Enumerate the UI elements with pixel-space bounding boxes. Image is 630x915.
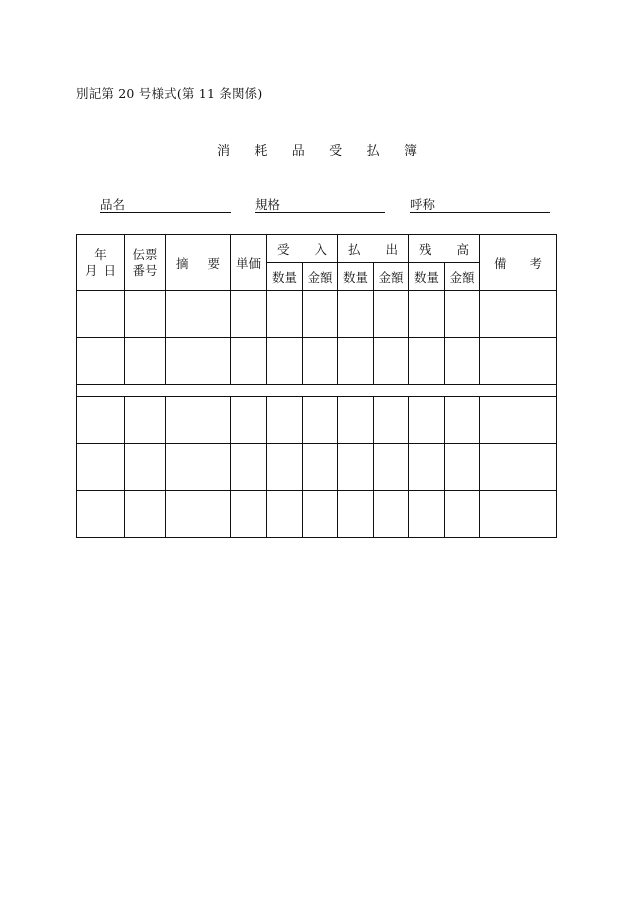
cell-summary[interactable] [166,491,231,538]
title-char: 品 [291,144,305,159]
cell-summary[interactable] [166,397,231,444]
receipt-label-a: 受 [277,241,290,257]
table-row [77,444,557,491]
payment-label-b: 出 [385,241,398,257]
cell-summary[interactable] [166,291,231,338]
year-label: 年 [94,246,107,262]
cell-receipt-amount[interactable] [303,338,338,385]
balance-amount-header: 金額 [445,263,480,291]
cell-balance-qty[interactable] [409,338,445,385]
cell-date[interactable] [77,291,125,338]
balance-qty-header: 数量 [409,263,445,291]
cell-summary[interactable] [166,338,231,385]
remarks-label-b: 考 [529,255,542,271]
cell-date[interactable] [77,444,125,491]
table-row [77,491,557,538]
balance-header [409,235,480,263]
cell-remarks[interactable] [480,291,557,338]
payment-qty-header: 数量 [338,263,374,291]
ledger-table [76,234,557,538]
payment-amount-header: 金額 [374,263,409,291]
cell-balance-amount[interactable] [445,491,480,538]
cell-payment-amount[interactable] [374,397,409,444]
cell-receipt-qty[interactable] [267,338,303,385]
spec-label: 規格 [255,197,281,212]
summary-label-b: 要 [207,255,220,271]
cell-unit-price[interactable] [231,491,267,538]
cell-payment-qty[interactable] [338,291,374,338]
cell-unit-price[interactable] [231,444,267,491]
cell-receipt-qty[interactable] [267,444,303,491]
receipt-label-b: 入 [314,241,327,257]
remarks-header [480,235,557,291]
cell-balance-amount[interactable] [445,291,480,338]
cell-balance-amount[interactable] [445,444,480,491]
cell-payment-amount[interactable] [374,291,409,338]
voucher-label-1: 伝票 [132,246,158,262]
cell-unit-price[interactable] [231,291,267,338]
call-name-label: 呼称 [410,197,436,212]
cell-payment-qty[interactable] [338,491,374,538]
cell-date[interactable] [77,338,125,385]
cell-voucher[interactable] [125,491,166,538]
cell-receipt-qty[interactable] [267,491,303,538]
separator-cell [77,385,557,397]
receipt-qty-header: 数量 [267,263,303,291]
item-name-label: 品名 [100,197,126,212]
month-label: 月 [85,262,98,278]
receipt-amount-header: 金額 [303,263,338,291]
cell-unit-price[interactable] [231,338,267,385]
cell-remarks[interactable] [480,338,557,385]
table-row [77,397,557,444]
title-char: 消 [217,144,231,159]
title-char: 簿 [403,144,417,159]
balance-label-b: 高 [456,241,469,257]
call-name-field[interactable] [410,198,550,213]
cell-payment-amount[interactable] [374,444,409,491]
cell-balance-amount[interactable] [445,338,480,385]
cell-summary[interactable] [166,444,231,491]
cell-payment-qty[interactable] [338,338,374,385]
cell-remarks[interactable] [480,491,557,538]
cell-balance-qty[interactable] [409,491,445,538]
title-char: 払 [366,144,380,159]
summary-header [166,235,231,291]
balance-label-a: 残 [419,241,432,257]
cell-balance-amount[interactable] [445,397,480,444]
cell-voucher[interactable] [125,397,166,444]
table-row [77,291,557,338]
cell-remarks[interactable] [480,397,557,444]
cell-voucher[interactable] [125,444,166,491]
cell-receipt-amount[interactable] [303,444,338,491]
cell-balance-qty[interactable] [409,291,445,338]
title-char: 受 [329,144,343,159]
cell-receipt-amount[interactable] [303,397,338,444]
cell-voucher[interactable] [125,291,166,338]
cell-receipt-qty[interactable] [267,291,303,338]
cell-receipt-amount[interactable] [303,291,338,338]
cell-date[interactable] [77,397,125,444]
cell-payment-qty[interactable] [338,397,374,444]
item-name-field[interactable] [100,198,231,213]
cell-receipt-qty[interactable] [267,397,303,444]
cell-balance-qty[interactable] [409,444,445,491]
cell-remarks[interactable] [480,444,557,491]
cell-payment-amount[interactable] [374,491,409,538]
receipt-header [267,235,338,263]
ledger-title [217,140,417,159]
payment-header [338,235,409,263]
spec-field[interactable] [255,198,385,213]
remarks-label-a: 備 [494,255,507,271]
cell-date[interactable] [77,491,125,538]
cell-payment-qty[interactable] [338,444,374,491]
date-header [77,235,125,291]
cell-receipt-amount[interactable] [303,491,338,538]
cell-balance-qty[interactable] [409,397,445,444]
table-row [77,338,557,385]
title-char: 耗 [254,144,268,159]
summary-label-a: 摘 [176,255,189,271]
voucher-header [125,235,166,291]
separator-row [77,385,557,397]
voucher-label-2: 番号 [132,262,158,278]
cell-unit-price[interactable] [231,397,267,444]
cell-payment-amount[interactable] [374,338,409,385]
payment-label-a: 払 [348,241,361,257]
form-reference: 別記第 20 号様式(第 11 条関係) [76,86,263,101]
day-label: 日 [103,262,116,278]
unit-price-header: 単価 [231,235,267,291]
cell-voucher[interactable] [125,338,166,385]
